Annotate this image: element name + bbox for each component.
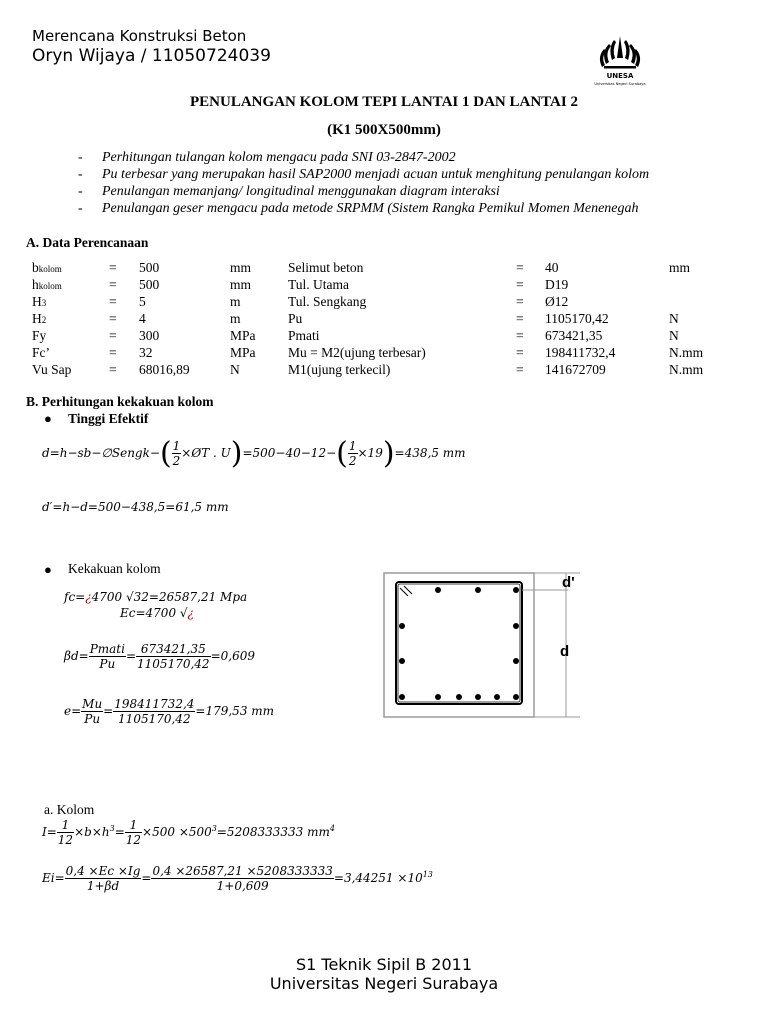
rebar xyxy=(399,658,405,664)
page-subtitle: (K1 500X500mm) xyxy=(327,122,441,138)
bullet-icon: ● xyxy=(44,411,52,426)
rebar xyxy=(435,694,441,700)
rebar xyxy=(435,587,441,593)
rebar xyxy=(513,587,519,593)
section-a-heading: A. Data Perencanaan xyxy=(26,235,149,250)
note-item: - Pu terbesar yang merupakan hasil SAP2000 menjadi acuan untuk menghitung penulangan kolom xyxy=(78,167,650,182)
rebar xyxy=(475,587,481,593)
equation-ec: Ec=4700 √¿ xyxy=(120,606,194,620)
rebar xyxy=(494,694,500,700)
footer-university: Universitas Negeri Surabaya xyxy=(269,974,499,993)
logo-subtext: Universitas Negeri Surabaya xyxy=(594,82,646,86)
page-title: PENULANGAN KOLOM TEPI LANTAI 1 DAN LANTAI 2 xyxy=(190,94,578,110)
equation-beta-d: βd= $\frac{\text{Pmati}}{Pu}$ = $\frac{673421,35}{1105170,42}$ =0,609 xyxy=(64,642,255,671)
note-item: - Penulangan geser mengacu pada metode SRPMM (Sistem Rangka Pemikul Momen Menenegah xyxy=(78,201,639,216)
label-d-prime: d' xyxy=(562,574,575,591)
table-row: H3 = 5 m Tul. Sengkang = Ø12 xyxy=(32,294,569,309)
kekakuan-kolom-heading: Kekakuan kolom xyxy=(68,561,161,576)
equation-i: I= $\frac{1}{12}$ $\times b\times h^3=$ $\frac{1}{12}$ $\times 500 \times 500^3=5208333333$ $mm^4$ xyxy=(42,818,335,847)
table-row: hkolom = 500 mm Tul. Utama = D19 xyxy=(32,277,569,292)
course-title: Merencana Konstruksi Beton xyxy=(32,27,247,45)
table-row: H2 = 4 m Pu = 1105170,42 N xyxy=(32,311,679,326)
equation-d: d=h−sb−∅Sengk−( $\frac{1}{2}$ ×ØT . U)=500−40−12−( $\frac{1}{2}$ ×19)=438,5 mm xyxy=(42,436,466,471)
unesa-logo xyxy=(590,28,650,90)
note-item: - Penulangan memanjang/ longitudinal menggunakan diagram interaksi xyxy=(78,184,500,199)
tinggi-efektif-heading: Tinggi Efektif xyxy=(68,411,149,426)
table-row: bkolom = 500 mm Selimut beton = 40 mm xyxy=(32,260,691,275)
table-row: Fc’ = 32 MPa Mu = M2(ujung terbesar) = 198411732,4 N.mm xyxy=(32,345,704,360)
footer-program: S1 Teknik Sipil B 2011 xyxy=(295,955,473,974)
equation-d-prime: d′=h−d=500−438,5=61,5 mm xyxy=(42,500,229,514)
rebar xyxy=(456,694,462,700)
logo-text: UNESA xyxy=(606,72,634,80)
equation-fc: fc=¿4700 √32=26587,21 Mpa xyxy=(64,590,248,604)
rebar xyxy=(475,694,481,700)
rebar xyxy=(399,623,405,629)
equation-ei: Ei= $\frac{0,4 \times Ec \times Ig}{1+\beta d}$ = $\frac{0,4 \times 26587,21 \times 5208333333}{1+0,609}$ $=3,44251 \times 10^{13}$ xyxy=(42,864,433,893)
kolom-heading: a. Kolom xyxy=(44,802,95,817)
rebar xyxy=(513,623,519,629)
rebar xyxy=(513,658,519,664)
section-b-heading: B. Perhitungan kekakuan kolom xyxy=(26,394,214,409)
table-row: Vu Sap = 68016,89 N M1(ujung terkecil) = 141672709 N.mm xyxy=(32,362,704,377)
rebar xyxy=(399,694,405,700)
author-name: Oryn Wijaya / 11050724039 xyxy=(32,46,271,66)
label-d: d xyxy=(560,643,570,660)
table-row: Fy = 300 MPa Pmati = 673421,35 N xyxy=(32,328,679,343)
note-item: - Perhitungan tulangan kolom mengacu pada SNI 03-2847-2002 xyxy=(78,150,456,165)
column-section-diagram xyxy=(382,570,582,720)
bullet-icon: ● xyxy=(44,562,52,577)
equation-e: e= $\frac{Mu}{Pu}$ = $\frac{198411732,4}{1105170,42}$ =179,53 mm xyxy=(64,697,275,726)
rebar xyxy=(513,694,519,700)
